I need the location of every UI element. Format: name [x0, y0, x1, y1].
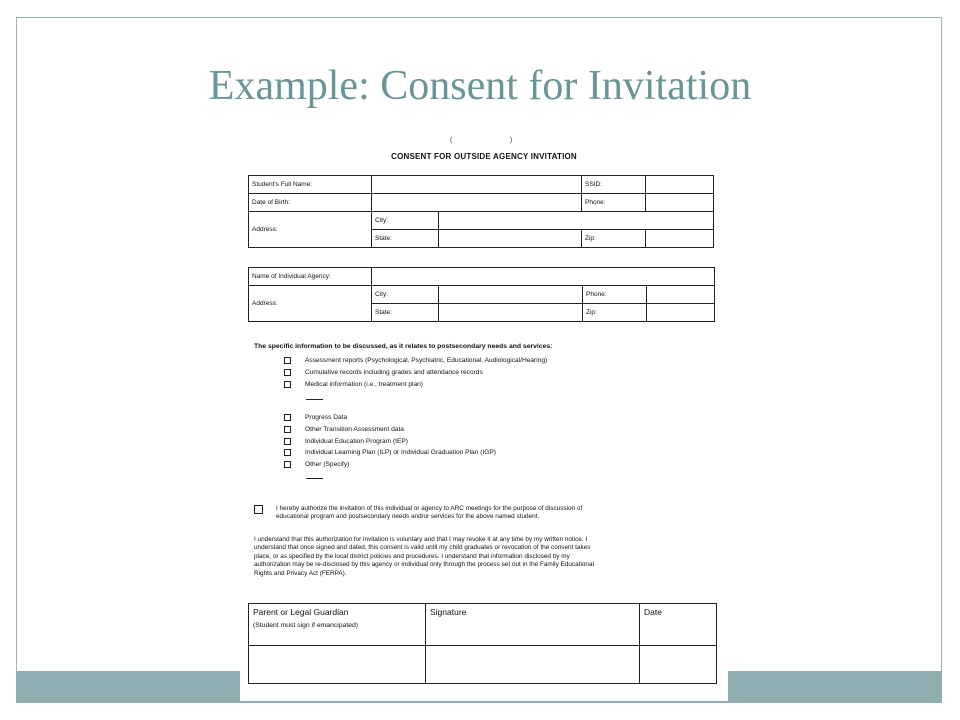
agency-phone-label: Phone: [583, 286, 647, 304]
address-label: Address: [249, 212, 372, 248]
scan-mark: ) [510, 137, 513, 144]
checkbox[interactable] [284, 381, 291, 388]
checklist-item[interactable]: Assessment reports (Psychological, Psychiatric, Educational, Audiological/Hearing) [284, 355, 547, 366]
agency-state-label: State: [372, 304, 439, 322]
form-document [240, 133, 728, 701]
understand-paragraph: I understand that this authorization for invitation is voluntary and that I may revoke it at any time by my written notice. I understand that once signed and dated, this consent is valid until my child graduates or revocation of the consent takes place, or as specified by the local district policies and procedures. I understand that information disclosed by my authorization may be re-disclosed by this agency or individual only through the process set out in the Family Educational Rights and Privacy Act (FERPA). [254, 536, 594, 577]
checkbox[interactable] [284, 438, 291, 445]
zip-field[interactable] [646, 230, 714, 248]
checkbox[interactable] [284, 357, 291, 364]
agency-phone-field[interactable] [647, 286, 715, 304]
agency-zip-field[interactable] [647, 304, 715, 322]
checklist-item[interactable]: Other Transition Assessment data [284, 424, 404, 435]
slide-title: Example: Consent for Invitation [208, 63, 752, 109]
agency-zip-label: Zip: [583, 304, 647, 322]
agency-state-field[interactable] [439, 304, 583, 322]
ssid-label: SSID: [582, 176, 646, 194]
agency-city-field[interactable] [439, 286, 583, 304]
blank-line [306, 399, 323, 400]
city-label: City: [372, 212, 439, 230]
dob-field[interactable] [372, 194, 582, 212]
info-heading: The specific information to be discussed, as it relates to postsecondary needs and services: [254, 343, 553, 350]
checkbox[interactable] [284, 414, 291, 421]
scan-mark: ( [450, 137, 453, 144]
checkbox[interactable] [284, 449, 291, 456]
state-label: State: [372, 230, 439, 248]
date-field[interactable] [640, 646, 717, 684]
agency-address-label: Address: [249, 286, 372, 322]
form-heading: CONSENT FOR OUTSIDE AGENCY INVITATION [391, 152, 577, 161]
ssid-field[interactable] [646, 176, 714, 194]
zip-label: Zip: [582, 230, 646, 248]
student-name-field[interactable] [372, 176, 582, 194]
authorize-text: I hereby authorize the invitation of this individual or agency to ARC meetings for the purpose of discussion of educational program and postsecondary needs and/or services for the above named student. [276, 505, 583, 521]
checkbox[interactable] [284, 369, 291, 376]
agency-info-table [248, 267, 715, 322]
parent-name-field[interactable] [249, 646, 426, 684]
checklist-item[interactable]: Other (Specify) [284, 459, 349, 470]
parent-header: Parent or Legal Guardian (Student must sign if emancipated) [249, 604, 426, 646]
agency-name-field[interactable] [372, 268, 715, 286]
agency-name-label: Name of Individual Agency: [249, 268, 372, 286]
signature-field[interactable] [426, 646, 640, 684]
checklist-item[interactable]: Progress Data [284, 412, 347, 423]
date-header: Date [640, 604, 717, 646]
checklist-item[interactable]: Individual Education Program (IEP) [284, 436, 408, 447]
dob-label: Date of Birth: [249, 194, 372, 212]
authorize-checkbox[interactable] [254, 505, 263, 514]
student-name-label: Student's Full Name: [249, 176, 372, 194]
signature-header: Signature [426, 604, 640, 646]
signature-table [248, 603, 717, 684]
blank-line [306, 478, 323, 479]
checkbox[interactable] [284, 461, 291, 468]
phone-label: Phone: [582, 194, 646, 212]
checklist-item[interactable]: Individual Learning Plan (ILP) or Individual Graduation Plan (IGP) [284, 447, 496, 458]
agency-city-label: City: [372, 286, 439, 304]
checklist-item[interactable]: Cumulative records including grades and attendance records [284, 367, 483, 378]
checkbox[interactable] [284, 426, 291, 433]
phone-field[interactable] [646, 194, 714, 212]
student-info-table [248, 175, 714, 248]
city-field[interactable] [439, 212, 714, 230]
checklist-item[interactable]: Medical information (i.e., treatment plan) [284, 379, 423, 390]
state-field[interactable] [439, 230, 582, 248]
